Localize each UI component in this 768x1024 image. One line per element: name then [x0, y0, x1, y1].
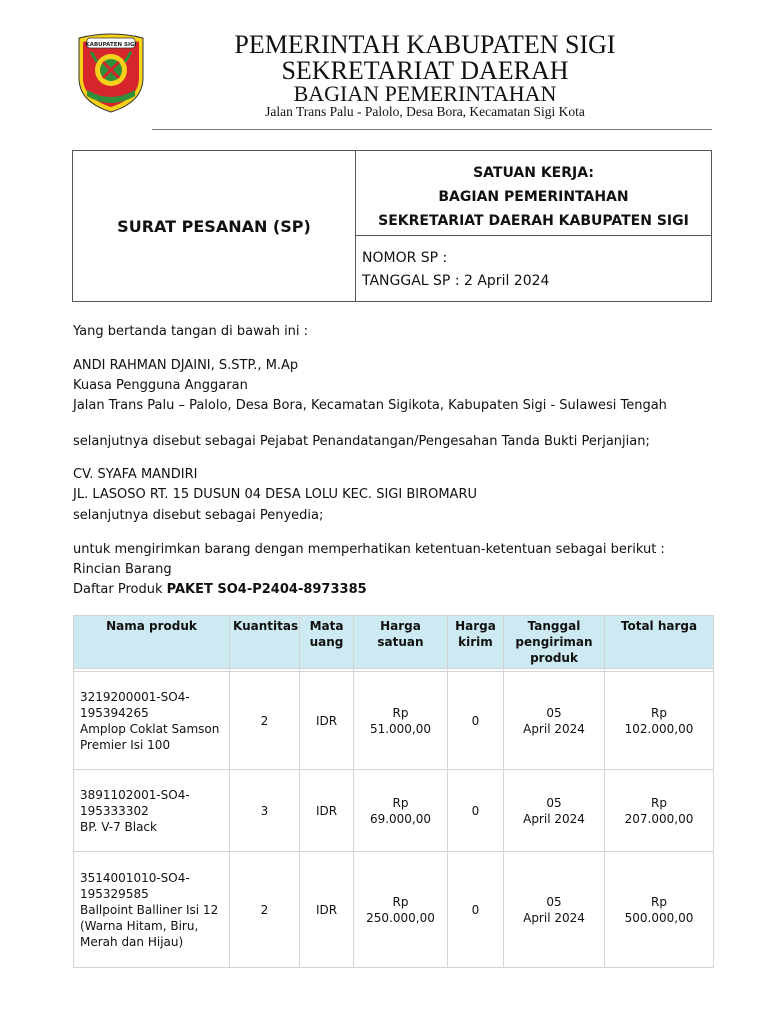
column-header: Mata uang [300, 616, 354, 669]
price-prefix: Rp [392, 894, 409, 909]
date-month: April 2024 [523, 811, 585, 826]
column-header: Nama produk [74, 616, 230, 669]
instruction-text: untuk mengirimkan barang dengan memperhatikan ketentuan-ketentuan sebagai berikut : [73, 542, 665, 557]
daftar-produk [73, 580, 367, 600]
currency-cell: IDR [300, 770, 354, 852]
date-day: 05 [546, 894, 562, 909]
letterhead-line-1: PEMERINTAH KABUPATEN SIGI [234, 30, 616, 59]
total-price-cell [605, 770, 714, 852]
product-name-cell [74, 672, 230, 770]
total-price: 207.000,00 [624, 811, 694, 826]
product-code: 195394265 [80, 705, 149, 720]
signer-note: selanjutnya disebut sebagai Pejabat Penandatangan/Pengesahan Tanda Bukti Perjanjian; [73, 434, 650, 449]
product-desc: BP. V-7 Black [80, 819, 157, 834]
letterhead-line-2: SEKRETARIAT DAERAH [281, 56, 569, 85]
unit-price: 69.000,00 [369, 811, 432, 826]
column-header: Total harga [605, 616, 714, 669]
delivery-date-cell [504, 770, 605, 852]
sp-header-box [72, 150, 712, 302]
tanggal-sp: TANGGAL SP : 2 April 2024 [362, 273, 550, 289]
satuan-kerja-cell [356, 151, 711, 236]
product-code: 195333302 [80, 803, 149, 818]
letterhead-line-3: BAGIAN PEMERINTAHAN [293, 81, 557, 106]
signer-role: Kuasa Pengguna Anggaran [73, 378, 248, 393]
column-header: Harga kirim [448, 616, 504, 669]
satuan-kerja-line-2: SEKRETARIAT DAERAH KABUPATEN SIGI [378, 213, 689, 229]
total-prefix: Rp [651, 705, 667, 720]
product-name-cell [74, 852, 230, 968]
letterhead-address: Jalan Trans Palu - Palolo, Desa Bora, Kecamatan Sigi Kota [265, 104, 585, 119]
shipping-cell: 0 [448, 852, 504, 968]
delivery-date-cell [504, 672, 605, 770]
product-desc: Ballpoint Balliner Isi 12 [80, 902, 219, 917]
table-row [74, 852, 714, 968]
daftar-prefix: Daftar Produk [73, 582, 167, 597]
price-prefix: Rp [392, 795, 409, 810]
total-price-cell [605, 852, 714, 968]
vendor-note: selanjutnya disebut sebagai Penyedia; [73, 508, 324, 523]
sp-title: SURAT PESANAN (SP) [117, 216, 311, 236]
date-month: April 2024 [523, 721, 585, 736]
unit-price: 51.000,00 [369, 721, 432, 736]
table-row [74, 770, 714, 852]
quantity-cell: 2 [230, 672, 300, 770]
product-desc: Amplop Coklat Samson [80, 721, 220, 736]
unit-price-cell [354, 672, 448, 770]
total-price-cell [605, 672, 714, 770]
total-prefix: Rp [651, 795, 667, 810]
product-code: 195329585 [80, 886, 149, 901]
kabupaten-sigi-logo [73, 32, 149, 114]
quantity-cell: 2 [230, 852, 300, 968]
price-prefix: Rp [392, 705, 409, 720]
shipping-cell: 0 [448, 672, 504, 770]
paket-number: PAKET SO4-P2404-8973385 [166, 582, 367, 597]
total-price: 102.000,00 [624, 721, 694, 736]
column-header: Tanggal pengiriman produk [504, 616, 605, 669]
intro-text: Yang bertanda tangan di bawah ini : [73, 324, 309, 339]
currency-cell: IDR [300, 852, 354, 968]
product-name-cell [74, 770, 230, 852]
product-desc: Premier Isi 100 [80, 737, 171, 752]
total-price: 500.000,00 [624, 910, 694, 925]
date-day: 05 [546, 795, 562, 810]
sp-number-date-cell [362, 247, 549, 293]
table-header-row [74, 616, 714, 669]
signer-name: ANDI RAHMAN DJAINI, S.STP., M.Ap [73, 358, 299, 373]
product-code: 3891102001-SO4- [80, 787, 190, 802]
total-prefix: Rp [651, 894, 667, 909]
vendor-name: CV. SYAFA MANDIRI [73, 467, 198, 482]
date-day: 05 [546, 705, 562, 720]
column-header: Harga satuan [354, 616, 448, 669]
currency-cell: IDR [300, 672, 354, 770]
delivery-date-cell [504, 852, 605, 968]
product-code: 3219200001-SO4- [80, 689, 190, 704]
unit-price: 250.000,00 [366, 910, 435, 925]
table-row [74, 672, 714, 770]
unit-price-cell [354, 852, 448, 968]
product-table [73, 615, 714, 968]
quantity-cell: 3 [230, 770, 300, 852]
date-month: April 2024 [523, 910, 585, 925]
vendor-address: JL. LASOSO RT. 15 DUSUN 04 DESA LOLU KEC. SIGI BIROMARU [73, 487, 478, 502]
satuan-kerja-label: SATUAN KERJA: [473, 165, 594, 181]
svg-text:KABUPATEN SIGI: KABUPATEN SIGI [85, 42, 137, 48]
product-desc: (Warna Hitam, Biru, [80, 918, 199, 933]
nomor-sp: NOMOR SP : [362, 250, 448, 266]
column-header: Kuantitas [230, 616, 300, 669]
sp-title-cell [73, 151, 356, 301]
unit-price-cell [354, 770, 448, 852]
signer-address: Jalan Trans Palu – Palolo, Desa Bora, Kecamatan Sigikota, Kabupaten Sigi - Sulawesi Tengah [73, 398, 667, 413]
rincian-label: Rincian Barang [73, 562, 172, 577]
product-desc: Merah dan Hijau) [80, 934, 184, 949]
letterhead-divider [152, 129, 712, 130]
satuan-kerja-line-1: BAGIAN PEMERINTAHAN [438, 189, 629, 205]
product-code: 3514001010-SO4- [80, 870, 190, 885]
shipping-cell: 0 [448, 770, 504, 852]
